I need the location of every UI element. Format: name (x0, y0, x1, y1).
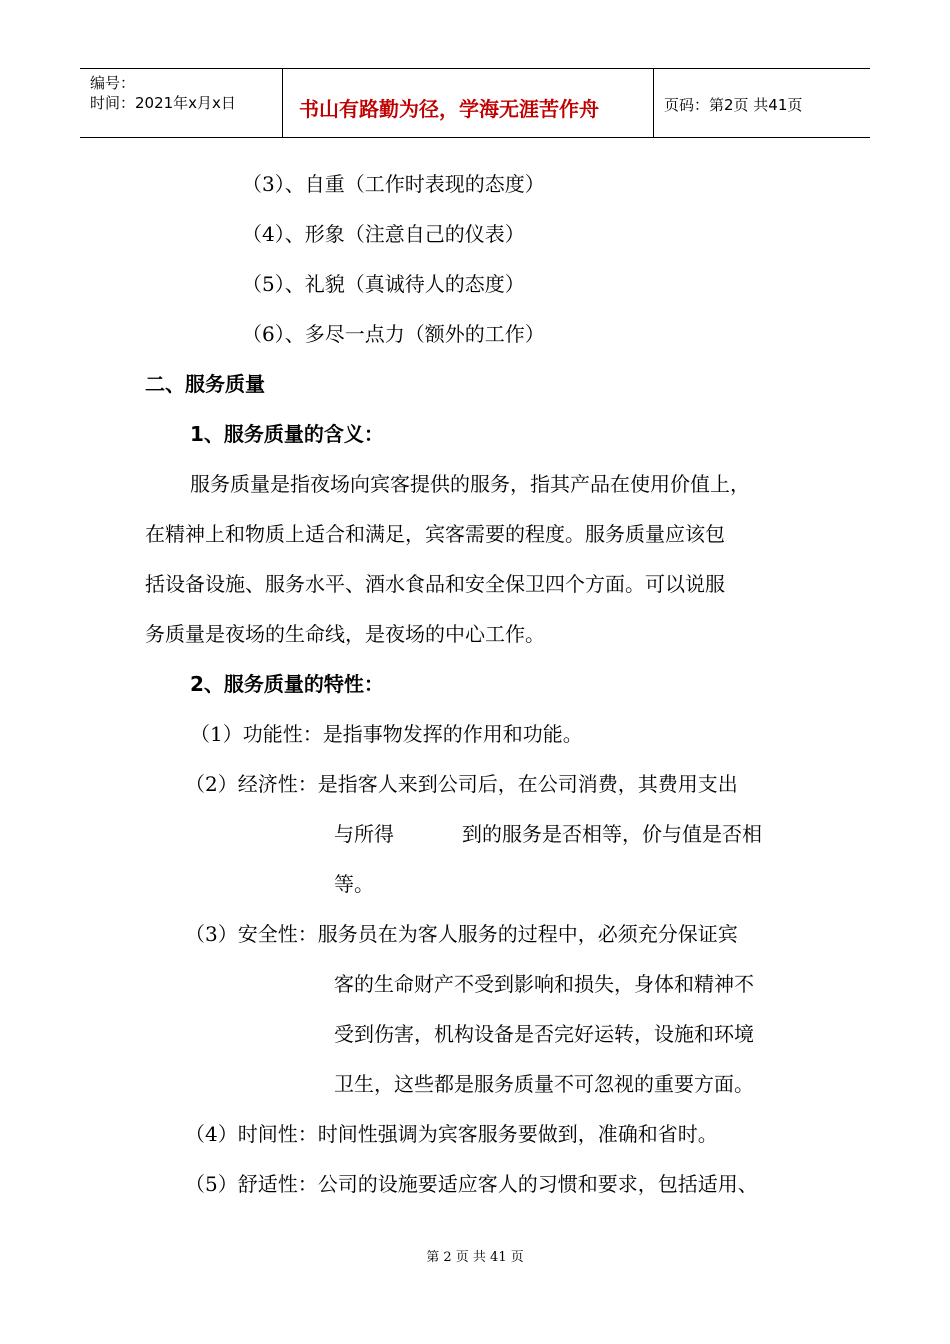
property-safety-cont: 卫生，这些都是服务质量不可忽视的重要方面。 (334, 1072, 754, 1096)
property-economic: （2）经济性：是指客人来到公司后，在公司消费，其费用支出 (185, 772, 738, 796)
subsection-heading-1: 1、服务质量的含义： (190, 422, 384, 446)
list-item-5: （5）、礼貌（真诚待人的态度） (242, 272, 525, 296)
property-economic-cont: 等。 (334, 872, 374, 896)
property-safety: （3）安全性：服务员在为客人服务的过程中，必须充分保证宾 (185, 922, 738, 946)
property-economic-cont: 到的服务是否相等，价与值是否相 (462, 822, 762, 846)
paragraph-line: 在精神上和物质上适合和满足，宾客需要的程度。服务质量应该包 (145, 522, 725, 546)
property-safety-cont: 客的生命财产不受到影响和损失，身体和精神不 (334, 972, 754, 996)
page-info: 页码：第2页 共41页 (664, 96, 803, 114)
paragraph-line: 括设备设施、服务水平、酒水食品和安全保卫四个方面。可以说服 (145, 572, 725, 596)
list-item-3: （3）、自重（工作时表现的态度） (242, 172, 545, 196)
paragraph-line: 服务质量是指夜场向宾客提供的服务，指其产品在使用价值上， (190, 472, 750, 496)
list-item-4: （4）、形象（注意自己的仪表） (242, 222, 525, 246)
number-label: 编号： (90, 74, 136, 92)
property-functional: （1）功能性：是指事物发挥的作用和功能。 (190, 722, 583, 746)
property-time: （4）时间性：时间性强调为宾客服务要做到，准确和省时。 (185, 1122, 718, 1146)
section-heading: 二、服务质量 (145, 372, 265, 396)
page-header (80, 68, 870, 138)
header-info-cell (80, 69, 283, 137)
page-footer: 第 2 页 共 41 页 (426, 1250, 524, 1265)
header-page-cell (654, 69, 870, 137)
subsection-heading-2: 2、服务质量的特性： (190, 672, 384, 696)
property-safety-cont: 受到伤害，机构设备是否完好运转，设施和环境 (334, 1022, 754, 1046)
property-comfort: （5）舒适性：公司的设施要适应客人的习惯和要求，包括适用、 (185, 1172, 758, 1196)
property-economic-cont: 与所得 (334, 822, 394, 846)
list-item-6: （6）、多尽一点力（额外的工作） (242, 322, 545, 346)
motto-text: 书山有路勤为径，学海无涯苦作舟 (299, 97, 599, 121)
time-label: 时间：2021年x月x日 (90, 94, 236, 112)
paragraph-line: 务质量是夜场的生命线，是夜场的中心工作。 (145, 622, 545, 646)
header-motto-cell (283, 69, 654, 137)
